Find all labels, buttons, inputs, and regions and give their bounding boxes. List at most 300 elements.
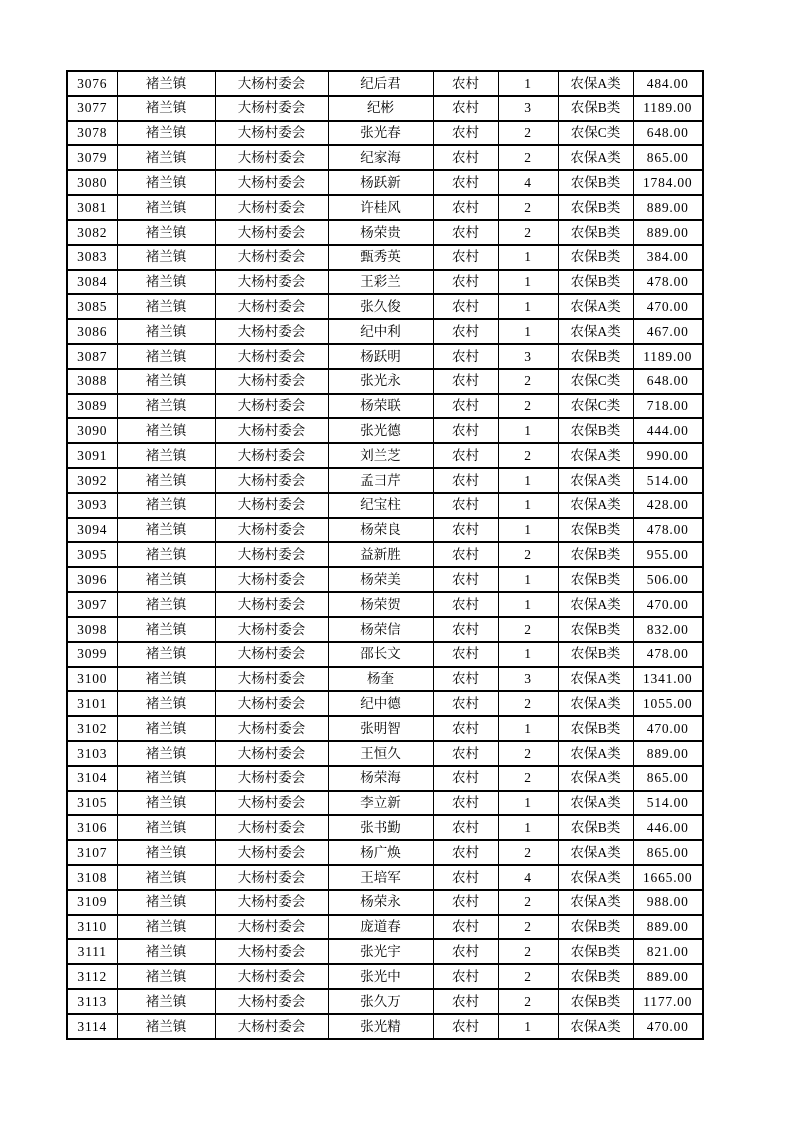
town-cell: 褚兰镇 [117,443,215,468]
insurance-category-cell: 农保A类 [558,319,633,344]
amount-cell: 484.00 [633,71,703,96]
residence-type-cell: 农村 [433,220,498,245]
town-cell: 褚兰镇 [117,840,215,865]
person-name-cell: 纪中德 [328,691,433,716]
amount-cell: 865.00 [633,145,703,170]
table-row [67,741,703,766]
village-committee-cell: 大杨村委会 [215,220,328,245]
person-count-cell: 2 [498,741,558,766]
town-cell: 褚兰镇 [117,518,215,543]
person-name-cell: 纪彬 [328,96,433,121]
amount-cell: 889.00 [633,195,703,220]
amount-cell: 865.00 [633,766,703,791]
person-count-cell: 2 [498,915,558,940]
town-cell: 褚兰镇 [117,716,215,741]
sequence-number-cell: 3108 [67,865,117,890]
amount-cell: 467.00 [633,319,703,344]
table-row [67,791,703,816]
town-cell: 褚兰镇 [117,170,215,195]
sequence-number-cell: 3080 [67,170,117,195]
table-row [67,96,703,121]
amount-cell: 1055.00 [633,691,703,716]
table-row [67,840,703,865]
village-committee-cell: 大杨村委会 [215,468,328,493]
village-committee-cell: 大杨村委会 [215,145,328,170]
sequence-number-cell: 3107 [67,840,117,865]
sequence-number-cell: 3106 [67,815,117,840]
person-count-cell: 2 [498,766,558,791]
table-row [67,716,703,741]
residence-type-cell: 农村 [433,915,498,940]
village-committee-cell: 大杨村委会 [215,394,328,419]
table-row [67,319,703,344]
village-committee-cell: 大杨村委会 [215,443,328,468]
insurance-category-cell: 农保A类 [558,294,633,319]
town-cell: 褚兰镇 [117,245,215,270]
town-cell: 褚兰镇 [117,617,215,642]
table-row [67,617,703,642]
table-row [67,667,703,692]
residence-type-cell: 农村 [433,294,498,319]
village-committee-cell: 大杨村委会 [215,865,328,890]
person-name-cell: 张光精 [328,1014,433,1039]
person-count-cell: 1 [498,468,558,493]
insurance-category-cell: 农保A类 [558,468,633,493]
person-name-cell: 杨跃新 [328,170,433,195]
residence-type-cell: 农村 [433,270,498,295]
insurance-category-cell: 农保B类 [558,344,633,369]
person-name-cell: 王彩兰 [328,270,433,295]
residence-type-cell: 农村 [433,71,498,96]
sequence-number-cell: 3079 [67,145,117,170]
village-committee-cell: 大杨村委会 [215,270,328,295]
insurance-category-cell: 农保B类 [558,815,633,840]
person-name-cell: 张光永 [328,369,433,394]
person-count-cell: 4 [498,170,558,195]
person-count-cell: 2 [498,394,558,419]
person-count-cell: 2 [498,691,558,716]
sequence-number-cell: 3097 [67,592,117,617]
insurance-category-cell: 农保A类 [558,865,633,890]
town-cell: 褚兰镇 [117,766,215,791]
town-cell: 褚兰镇 [117,319,215,344]
payment-roster-table [66,70,704,1040]
person-count-cell: 1 [498,319,558,344]
village-committee-cell: 大杨村委会 [215,245,328,270]
insurance-category-cell: 农保B类 [558,270,633,295]
person-count-cell: 2 [498,989,558,1014]
village-committee-cell: 大杨村委会 [215,766,328,791]
village-committee-cell: 大杨村委会 [215,890,328,915]
town-cell: 褚兰镇 [117,195,215,220]
village-committee-cell: 大杨村委会 [215,791,328,816]
residence-type-cell: 农村 [433,170,498,195]
amount-cell: 470.00 [633,592,703,617]
amount-cell: 889.00 [633,741,703,766]
insurance-category-cell: 农保B类 [558,915,633,940]
village-committee-cell: 大杨村委会 [215,121,328,146]
town-cell: 褚兰镇 [117,220,215,245]
amount-cell: 832.00 [633,617,703,642]
table-row [67,865,703,890]
insurance-category-cell: 农保B类 [558,518,633,543]
insurance-category-cell: 农保A类 [558,766,633,791]
village-committee-cell: 大杨村委会 [215,418,328,443]
person-name-cell: 刘兰芝 [328,443,433,468]
sequence-number-cell: 3084 [67,270,117,295]
insurance-category-cell: 农保A类 [558,741,633,766]
insurance-category-cell: 农保C类 [558,121,633,146]
person-count-cell: 2 [498,369,558,394]
amount-cell: 478.00 [633,270,703,295]
person-count-cell: 2 [498,195,558,220]
residence-type-cell: 农村 [433,121,498,146]
town-cell: 褚兰镇 [117,815,215,840]
table-row [67,220,703,245]
table-row [67,915,703,940]
residence-type-cell: 农村 [433,369,498,394]
amount-cell: 478.00 [633,518,703,543]
table-row [67,567,703,592]
town-cell: 褚兰镇 [117,567,215,592]
residence-type-cell: 农村 [433,542,498,567]
town-cell: 褚兰镇 [117,989,215,1014]
insurance-category-cell: 农保B类 [558,939,633,964]
person-count-cell: 1 [498,493,558,518]
residence-type-cell: 农村 [433,741,498,766]
person-name-cell: 王恒久 [328,741,433,766]
person-count-cell: 1 [498,716,558,741]
insurance-category-cell: 农保B类 [558,542,633,567]
table-row [67,815,703,840]
person-name-cell: 张久万 [328,989,433,1014]
insurance-category-cell: 农保A类 [558,592,633,617]
person-name-cell: 甄秀英 [328,245,433,270]
person-name-cell: 张明智 [328,716,433,741]
residence-type-cell: 农村 [433,791,498,816]
town-cell: 褚兰镇 [117,691,215,716]
table-row [67,145,703,170]
sequence-number-cell: 3110 [67,915,117,940]
insurance-category-cell: 农保B类 [558,220,633,245]
town-cell: 褚兰镇 [117,294,215,319]
person-name-cell: 张书勤 [328,815,433,840]
town-cell: 褚兰镇 [117,493,215,518]
town-cell: 褚兰镇 [117,418,215,443]
table-row [67,542,703,567]
insurance-category-cell: 农保B类 [558,964,633,989]
residence-type-cell: 农村 [433,964,498,989]
town-cell: 褚兰镇 [117,964,215,989]
sequence-number-cell: 3099 [67,642,117,667]
person-name-cell: 杨荣永 [328,890,433,915]
table-row [67,245,703,270]
insurance-category-cell: 农保B类 [558,716,633,741]
insurance-category-cell: 农保A类 [558,791,633,816]
village-committee-cell: 大杨村委会 [215,71,328,96]
residence-type-cell: 农村 [433,418,498,443]
insurance-category-cell: 农保A类 [558,691,633,716]
town-cell: 褚兰镇 [117,344,215,369]
table-row [67,270,703,295]
person-name-cell: 杨荣美 [328,567,433,592]
sequence-number-cell: 3082 [67,220,117,245]
town-cell: 褚兰镇 [117,890,215,915]
town-cell: 褚兰镇 [117,270,215,295]
person-name-cell: 纪中利 [328,319,433,344]
table-row [67,294,703,319]
residence-type-cell: 农村 [433,518,498,543]
village-committee-cell: 大杨村委会 [215,344,328,369]
village-committee-cell: 大杨村委会 [215,518,328,543]
person-name-cell: 张光宇 [328,939,433,964]
table-row [67,691,703,716]
village-committee-cell: 大杨村委会 [215,170,328,195]
village-committee-cell: 大杨村委会 [215,989,328,1014]
village-committee-cell: 大杨村委会 [215,1014,328,1039]
person-count-cell: 2 [498,617,558,642]
amount-cell: 384.00 [633,245,703,270]
sequence-number-cell: 3101 [67,691,117,716]
amount-cell: 718.00 [633,394,703,419]
person-count-cell: 1 [498,270,558,295]
person-count-cell: 4 [498,865,558,890]
residence-type-cell: 农村 [433,691,498,716]
village-committee-cell: 大杨村委会 [215,915,328,940]
person-name-cell: 王培军 [328,865,433,890]
residence-type-cell: 农村 [433,989,498,1014]
person-count-cell: 1 [498,245,558,270]
person-name-cell: 杨奎 [328,667,433,692]
sequence-number-cell: 3091 [67,443,117,468]
village-committee-cell: 大杨村委会 [215,815,328,840]
sequence-number-cell: 3090 [67,418,117,443]
residence-type-cell: 农村 [433,319,498,344]
sequence-number-cell: 3076 [67,71,117,96]
sequence-number-cell: 3086 [67,319,117,344]
residence-type-cell: 农村 [433,567,498,592]
village-committee-cell: 大杨村委会 [215,964,328,989]
insurance-category-cell: 农保B类 [558,170,633,195]
residence-type-cell: 农村 [433,96,498,121]
insurance-category-cell: 农保B类 [558,245,633,270]
amount-cell: 955.00 [633,542,703,567]
table-row [67,1014,703,1039]
person-name-cell: 纪家海 [328,145,433,170]
table-body [67,71,703,1039]
village-committee-cell: 大杨村委会 [215,667,328,692]
person-count-cell: 1 [498,791,558,816]
person-count-cell: 3 [498,344,558,369]
village-committee-cell: 大杨村委会 [215,617,328,642]
sequence-number-cell: 3104 [67,766,117,791]
insurance-category-cell: 农保B类 [558,96,633,121]
village-committee-cell: 大杨村委会 [215,369,328,394]
amount-cell: 648.00 [633,121,703,146]
amount-cell: 478.00 [633,642,703,667]
person-name-cell: 张光德 [328,418,433,443]
town-cell: 褚兰镇 [117,468,215,493]
insurance-category-cell: 农保A类 [558,1014,633,1039]
person-count-cell: 1 [498,642,558,667]
sequence-number-cell: 3096 [67,567,117,592]
person-name-cell: 张光春 [328,121,433,146]
sequence-number-cell: 3095 [67,542,117,567]
residence-type-cell: 农村 [433,716,498,741]
table-row [67,939,703,964]
table-row [67,170,703,195]
amount-cell: 514.00 [633,468,703,493]
person-name-cell: 杨跃明 [328,344,433,369]
insurance-category-cell: 农保A类 [558,840,633,865]
town-cell: 褚兰镇 [117,121,215,146]
insurance-category-cell: 农保C类 [558,369,633,394]
amount-cell: 1189.00 [633,344,703,369]
insurance-category-cell: 农保B类 [558,195,633,220]
person-count-cell: 1 [498,71,558,96]
town-cell: 褚兰镇 [117,667,215,692]
amount-cell: 889.00 [633,915,703,940]
sequence-number-cell: 3105 [67,791,117,816]
amount-cell: 1665.00 [633,865,703,890]
town-cell: 褚兰镇 [117,1014,215,1039]
insurance-category-cell: 农保A类 [558,71,633,96]
person-count-cell: 1 [498,518,558,543]
table-row [67,964,703,989]
residence-type-cell: 农村 [433,394,498,419]
residence-type-cell: 农村 [433,1014,498,1039]
amount-cell: 428.00 [633,493,703,518]
sequence-number-cell: 3103 [67,741,117,766]
village-committee-cell: 大杨村委会 [215,592,328,617]
amount-cell: 514.00 [633,791,703,816]
village-committee-cell: 大杨村委会 [215,96,328,121]
town-cell: 褚兰镇 [117,542,215,567]
person-count-cell: 2 [498,890,558,915]
amount-cell: 1189.00 [633,96,703,121]
sequence-number-cell: 3102 [67,716,117,741]
town-cell: 褚兰镇 [117,394,215,419]
residence-type-cell: 农村 [433,840,498,865]
town-cell: 褚兰镇 [117,96,215,121]
residence-type-cell: 农村 [433,195,498,220]
amount-cell: 865.00 [633,840,703,865]
village-committee-cell: 大杨村委会 [215,716,328,741]
sequence-number-cell: 3094 [67,518,117,543]
insurance-category-cell: 农保B类 [558,567,633,592]
insurance-category-cell: 农保A类 [558,667,633,692]
amount-cell: 470.00 [633,716,703,741]
insurance-category-cell: 农保B类 [558,418,633,443]
town-cell: 褚兰镇 [117,369,215,394]
residence-type-cell: 农村 [433,815,498,840]
person-name-cell: 杨荣海 [328,766,433,791]
person-name-cell: 杨荣良 [328,518,433,543]
person-count-cell: 2 [498,220,558,245]
person-count-cell: 2 [498,443,558,468]
person-name-cell: 杨荣联 [328,394,433,419]
village-committee-cell: 大杨村委会 [215,642,328,667]
table-row [67,890,703,915]
person-count-cell: 2 [498,840,558,865]
residence-type-cell: 农村 [433,667,498,692]
village-committee-cell: 大杨村委会 [215,567,328,592]
residence-type-cell: 农村 [433,145,498,170]
amount-cell: 506.00 [633,567,703,592]
amount-cell: 648.00 [633,369,703,394]
residence-type-cell: 农村 [433,592,498,617]
sequence-number-cell: 3083 [67,245,117,270]
residence-type-cell: 农村 [433,245,498,270]
person-count-cell: 2 [498,145,558,170]
sequence-number-cell: 3088 [67,369,117,394]
person-name-cell: 庞道春 [328,915,433,940]
village-committee-cell: 大杨村委会 [215,840,328,865]
person-count-cell: 1 [498,815,558,840]
table-row [67,71,703,96]
amount-cell: 446.00 [633,815,703,840]
table-row [67,766,703,791]
person-count-cell: 1 [498,1014,558,1039]
insurance-category-cell: 农保B类 [558,617,633,642]
sequence-number-cell: 3093 [67,493,117,518]
village-committee-cell: 大杨村委会 [215,294,328,319]
sequence-number-cell: 3112 [67,964,117,989]
person-name-cell: 杨广焕 [328,840,433,865]
sequence-number-cell: 3077 [67,96,117,121]
document-page [66,70,704,1040]
amount-cell: 444.00 [633,418,703,443]
person-name-cell: 杨荣贵 [328,220,433,245]
table-row [67,493,703,518]
person-count-cell: 2 [498,542,558,567]
person-count-cell: 2 [498,964,558,989]
amount-cell: 470.00 [633,294,703,319]
person-name-cell: 孟彐芹 [328,468,433,493]
table-row [67,592,703,617]
village-committee-cell: 大杨村委会 [215,542,328,567]
person-name-cell: 张光中 [328,964,433,989]
residence-type-cell: 农村 [433,344,498,369]
sequence-number-cell: 3100 [67,667,117,692]
sequence-number-cell: 3085 [67,294,117,319]
table-row [67,518,703,543]
person-name-cell: 纪后君 [328,71,433,96]
residence-type-cell: 农村 [433,939,498,964]
insurance-category-cell: 农保A类 [558,145,633,170]
table-row [67,443,703,468]
amount-cell: 821.00 [633,939,703,964]
sequence-number-cell: 3081 [67,195,117,220]
person-name-cell: 李立新 [328,791,433,816]
amount-cell: 470.00 [633,1014,703,1039]
residence-type-cell: 农村 [433,443,498,468]
person-count-cell: 3 [498,667,558,692]
town-cell: 褚兰镇 [117,145,215,170]
person-name-cell: 益新胜 [328,542,433,567]
table-row [67,418,703,443]
sequence-number-cell: 3087 [67,344,117,369]
village-committee-cell: 大杨村委会 [215,741,328,766]
table-row [67,468,703,493]
sequence-number-cell: 3098 [67,617,117,642]
sequence-number-cell: 3089 [67,394,117,419]
insurance-category-cell: 农保C类 [558,394,633,419]
person-count-cell: 1 [498,418,558,443]
person-count-cell: 2 [498,121,558,146]
amount-cell: 1341.00 [633,667,703,692]
table-row [67,195,703,220]
